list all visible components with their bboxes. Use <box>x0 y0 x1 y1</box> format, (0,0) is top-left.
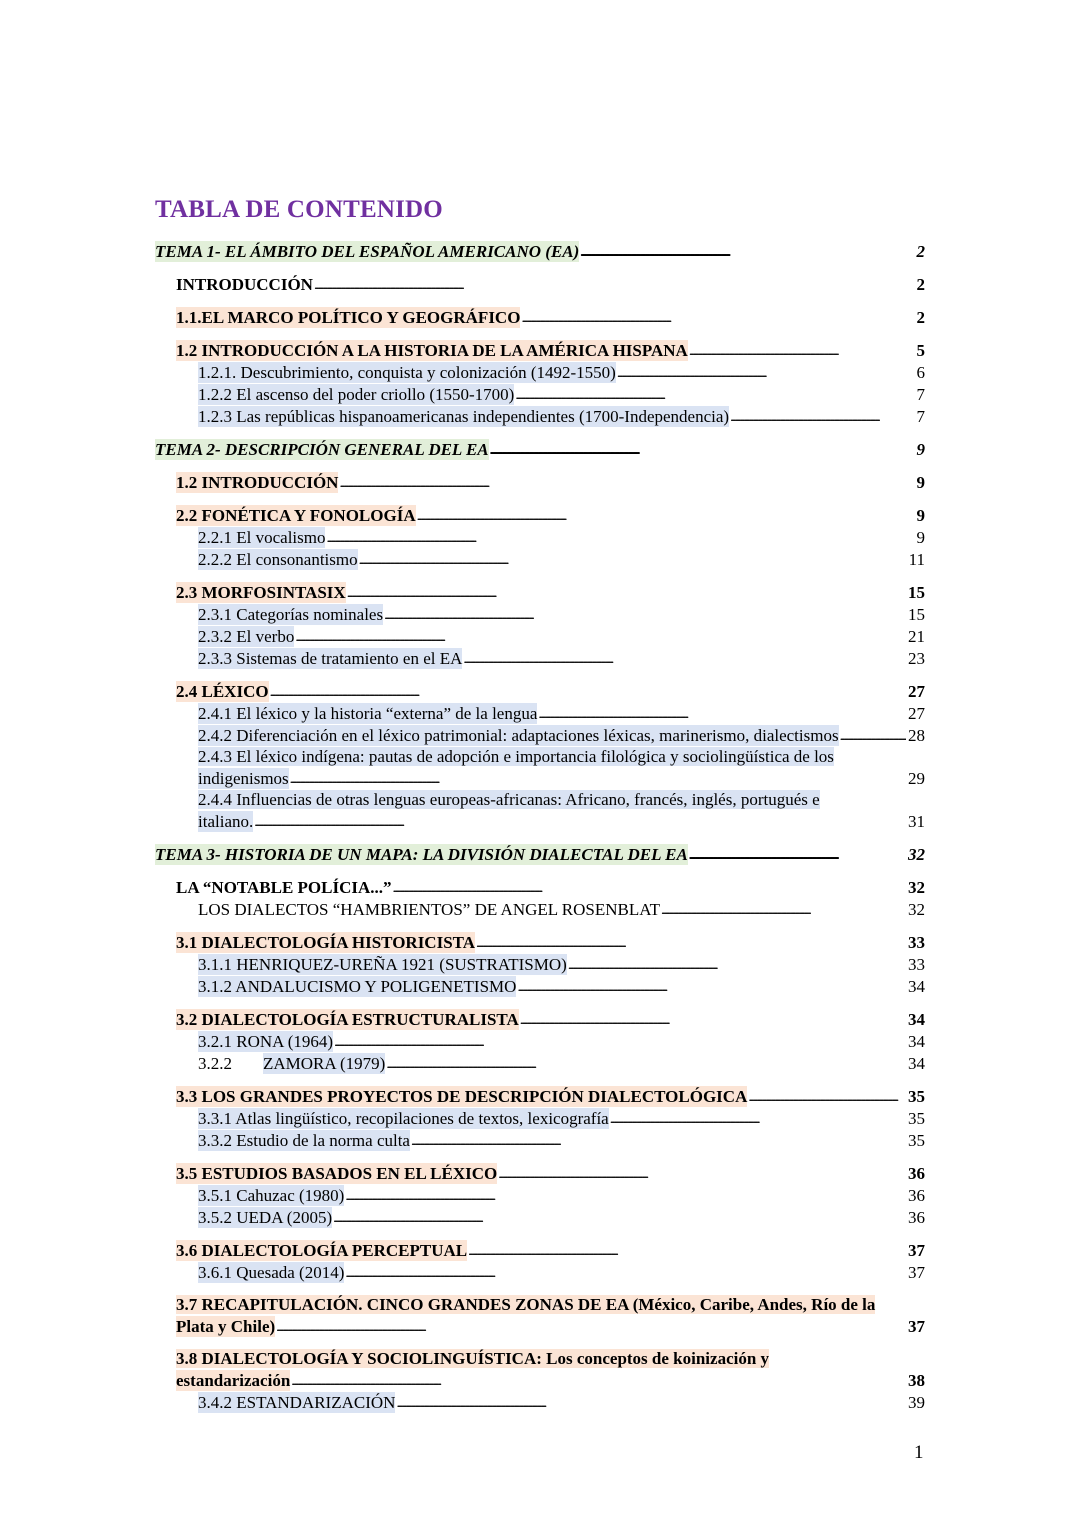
leader-dots <box>332 1206 906 1228</box>
leader-dots <box>514 383 914 405</box>
toc-label: 3.2.1 RONA (1964) <box>198 1032 334 1051</box>
toc-label: 3.3.2 Estudio de la norma culta <box>198 1131 410 1150</box>
leader-dots <box>344 1184 906 1206</box>
toc-label: 3.5.1 Cahuzac (1980) <box>198 1186 345 1205</box>
toc-page-number: 34 <box>908 977 925 996</box>
leader-dots <box>253 810 906 832</box>
toc-page-number: 33 <box>908 933 925 952</box>
toc-label-line1: 3.7 RECAPITULACIÓN. CINCO GRANDES ZONAS DE EA (México, Caribe, Andes, Río de la <box>176 1295 876 1314</box>
toc-page-number: 36 <box>908 1208 925 1227</box>
toc-entry-3-6-1[interactable] <box>198 1261 925 1283</box>
leader-dots <box>516 975 906 997</box>
toc-entry-1-2-1[interactable] <box>198 361 925 383</box>
toc-entry-3-2-2[interactable] <box>198 1052 925 1074</box>
toc-label-number: 3.2.2 <box>198 1054 232 1073</box>
toc-page-number: 33 <box>908 955 925 974</box>
leader-dots <box>338 471 914 493</box>
toc-label: LA “NOTABLE POLÍCIA...” <box>176 878 392 897</box>
leader-dots <box>519 1008 906 1030</box>
leader-dots <box>395 1391 906 1413</box>
toc-label: 2.3.1 Categorías nominales <box>198 605 384 624</box>
leader-dots <box>616 361 915 383</box>
toc-entry-2-2[interactable] <box>176 504 925 526</box>
toc-label: 3.2 DIALECTOLOGÍA ESTRUCTURALISTA <box>176 1010 519 1029</box>
leader-dots <box>294 625 906 647</box>
toc-entry-3-3-1[interactable] <box>198 1107 925 1129</box>
leader-dots <box>313 273 915 295</box>
toc-entry-3-1-1[interactable] <box>198 953 925 975</box>
toc-page-number: 9 <box>916 528 925 547</box>
toc-page-number: 34 <box>908 1054 925 1073</box>
toc-label: 3.3.1 Atlas lingüístico, recopilaciones de textos, lexicografía <box>198 1109 609 1128</box>
leader-dots <box>416 504 915 526</box>
toc-entry-2-intro[interactable] <box>176 471 925 493</box>
toc-label: 3.5 ESTUDIOS BASADOS EN EL LÉXICO <box>176 1164 498 1183</box>
leader-dots <box>537 702 906 724</box>
toc-entry-2-4-2[interactable] <box>198 724 925 746</box>
page-title: TABLA DE CONTENIDO <box>155 196 443 223</box>
toc-label: 1.2 INTRODUCCIÓN <box>176 473 339 492</box>
toc-label-line1: 3.8 DIALECTOLOGÍA Y SOCIOLINGUÍSTICA: Los conceptos de koinización y <box>176 1349 770 1368</box>
toc-page-number: 5 <box>916 341 925 360</box>
toc-label: 2.3.2 El verbo <box>198 627 295 646</box>
toc-page-number: 37 <box>908 1241 925 1260</box>
toc-entry-1-2-2[interactable] <box>198 383 925 405</box>
toc-page-number: 2 <box>916 308 925 327</box>
toc-entry-3-8[interactable] <box>176 1348 925 1391</box>
leader-dots <box>688 843 906 865</box>
toc-page-number: 27 <box>908 682 925 701</box>
toc-entry-3-3-2[interactable] <box>198 1129 925 1151</box>
leader-dots <box>410 1129 906 1151</box>
toc-page-number: 34 <box>908 1010 925 1029</box>
toc-label: 3.1.1 HENRIQUEZ-UREÑA 1921 (SUSTRATISMO) <box>198 955 567 974</box>
toc-entry-1-2[interactable] <box>176 339 925 361</box>
toc-page-number: 37 <box>908 1317 925 1336</box>
leader-dots <box>289 767 906 789</box>
toc-label: 3.1.2 ANDALUCISMO Y POLIGENETISMO <box>198 977 517 996</box>
toc-label: 2.2.2 El consonantismo <box>198 550 358 569</box>
toc-entry-3-7[interactable] <box>176 1294 925 1337</box>
toc-label: ZAMORA (1979) <box>263 1054 386 1073</box>
toc-page-number: 2 <box>916 242 925 261</box>
toc-page-number: 35 <box>908 1109 925 1128</box>
toc-label: 3.4.2 ESTANDARIZACIÓN <box>198 1393 396 1412</box>
toc-label: 2.4.2 Diferenciación en el léxico patrimonial: adaptaciones léxicas, marinerismo, dialectismos <box>198 726 839 745</box>
toc-page-number: 35 <box>908 1087 925 1106</box>
toc-page-number: 34 <box>908 1032 925 1051</box>
toc-entry-2-2-1[interactable] <box>198 526 925 548</box>
toc-entry-3-2[interactable] <box>176 1008 925 1030</box>
toc-label: 1.1.EL MARCO POLÍTICO Y GEOGRÁFICO <box>176 308 521 327</box>
toc-page-number: 23 <box>908 649 925 668</box>
toc-page-number: 36 <box>908 1164 925 1183</box>
toc-page-number: 6 <box>916 363 925 382</box>
toc-entry-2-3[interactable] <box>176 581 925 603</box>
toc-label: 1.2.1. Descubrimiento, conquista y colonización (1492-1550) <box>198 363 616 382</box>
toc-page-number: 36 <box>908 1186 925 1205</box>
leader-dots <box>462 647 906 669</box>
toc-page-number: 21 <box>908 627 925 646</box>
leader-dots <box>839 724 906 746</box>
leader-dots <box>660 898 906 920</box>
toc-label: LOS DIALECTOS “HAMBRIENTOS” DE ANGEL ROSENBLAT <box>198 900 660 919</box>
leader-dots <box>358 548 907 570</box>
toc-page-number: 28 <box>908 726 925 745</box>
leader-dots <box>344 1261 906 1283</box>
toc-page-number: 35 <box>908 1131 925 1150</box>
toc-label: TEMA 1- EL ÁMBITO DEL ESPAÑOL AMERICANO (EA) <box>155 242 580 261</box>
toc-entry-3-6[interactable] <box>176 1239 925 1261</box>
toc-entry-3-1-2[interactable] <box>198 975 925 997</box>
toc-label: TEMA 2- DESCRIPCIÓN GENERAL DEL EA <box>155 440 489 459</box>
toc-entry-2-4-4[interactable] <box>198 789 925 832</box>
toc-page-number: 37 <box>908 1263 925 1282</box>
leader-dots <box>346 581 906 603</box>
toc-entry-2-3-2[interactable] <box>198 625 925 647</box>
toc-label: 1.2.2 El ascenso del poder criollo (1550-1700) <box>198 385 515 404</box>
toc-entry-2-4-3[interactable] <box>198 746 925 789</box>
table-of-contents <box>155 240 925 1413</box>
leader-dots <box>567 953 906 975</box>
toc-page-number: 32 <box>908 845 925 864</box>
toc-entry-2-3-3[interactable] <box>198 647 925 669</box>
toc-entry-3-5-1[interactable] <box>198 1184 925 1206</box>
toc-page-number: 27 <box>908 704 925 723</box>
toc-entry-2-3-1[interactable] <box>198 603 925 625</box>
toc-entry-1-1[interactable] <box>176 306 925 328</box>
toc-entry-2-4[interactable] <box>176 680 925 702</box>
toc-page-number: 7 <box>916 407 925 426</box>
toc-entry-introduccion[interactable] <box>176 273 925 295</box>
toc-label: INTRODUCCIÓN <box>176 275 313 294</box>
toc-page-number: 15 <box>908 583 925 602</box>
toc-entry-3-5[interactable] <box>176 1162 925 1184</box>
toc-label: 2.2.1 El vocalismo <box>198 528 326 547</box>
toc-label: 2.2 FONÉTICA Y FONOLOGÍA <box>176 506 416 525</box>
toc-page-number: 31 <box>908 812 925 831</box>
page-number: 1 <box>914 1442 924 1463</box>
toc-label: 3.1 DIALECTOLOGÍA HISTORICISTA <box>176 933 476 952</box>
toc-page-number: 9 <box>916 506 925 525</box>
toc-page-number: 29 <box>908 769 925 788</box>
leader-dots <box>333 1030 906 1052</box>
leader-dots <box>392 876 906 898</box>
toc-label: 3.6.1 Quesada (2014) <box>198 1263 345 1282</box>
toc-page-number: 2 <box>916 275 925 294</box>
toc-label: 3.5.2 UEDA (2005) <box>198 1208 333 1227</box>
toc-label-line2: Plata y Chile) <box>176 1317 276 1336</box>
leader-dots <box>275 1315 906 1337</box>
toc-page-number: 32 <box>908 900 925 919</box>
leader-dots <box>383 603 906 625</box>
toc-page-number: 32 <box>908 878 925 897</box>
toc-label-line2: estandarización <box>176 1371 291 1390</box>
leader-dots <box>269 680 906 702</box>
toc-label-line1: 2.4.3 El léxico indígena: pautas de adopción e importancia filológica y sociolingüística de los <box>198 747 834 766</box>
toc-entry-1-2-3[interactable] <box>198 405 925 427</box>
toc-label: 2.3.3 Sistemas de tratamiento en el EA <box>198 649 463 668</box>
toc-page-number: 11 <box>908 550 925 569</box>
leader-dots <box>290 1369 906 1391</box>
toc-label: 1.2 INTRODUCCIÓN A LA HISTORIA DE LA AMÉRICA HISPANA <box>176 341 688 360</box>
toc-label: 2.3 MORFOSINTASIX <box>176 583 346 602</box>
toc-entry-notable-policia[interactable] <box>176 876 925 898</box>
leader-dots <box>579 240 914 262</box>
leader-dots <box>520 306 914 328</box>
toc-page-number: 9 <box>916 473 925 492</box>
leader-dots <box>609 1107 906 1129</box>
toc-page-number: 9 <box>916 440 925 459</box>
toc-label-line1: 2.4.4 Influencias de otras lenguas europeas-africanas: Africano, francés, inglés, portugués e <box>198 790 820 809</box>
leader-dots <box>497 1162 906 1184</box>
toc-label: 1.2.3 Las repúblicas hispanoamericanas independientes (1700-Independencia) <box>198 407 730 426</box>
toc-entry-3-2-1[interactable] <box>198 1030 925 1052</box>
toc-entry-3-3[interactable] <box>176 1085 925 1107</box>
toc-entry-2-4-1[interactable] <box>198 702 925 724</box>
toc-label: TEMA 3- HISTORIA DE UN MAPA: LA DIVISIÓN DIALECTAL DEL EA <box>155 845 688 864</box>
leader-dots <box>489 438 915 460</box>
toc-label-line2: italiano. <box>198 812 254 831</box>
toc-entry-tema-1[interactable] <box>155 240 925 262</box>
leader-dots <box>688 339 915 361</box>
toc-page-number: 38 <box>908 1371 925 1390</box>
leader-dots <box>747 1085 906 1107</box>
toc-entry-tema-2[interactable] <box>155 438 925 460</box>
leader-dots <box>385 1052 906 1074</box>
toc-entry-3-4-2[interactable] <box>198 1391 925 1413</box>
toc-entry-tema-3[interactable] <box>155 843 925 865</box>
toc-page-number: 39 <box>908 1393 925 1412</box>
toc-label-line2: indigenismos <box>198 769 289 788</box>
toc-label: 2.4.1 El léxico y la historia “externa” de la lengua <box>198 704 538 723</box>
toc-label: 3.3 LOS GRANDES PROYECTOS DE DESCRIPCIÓN DIALECTOLÓGICA <box>176 1087 748 1106</box>
leader-dots <box>729 405 914 427</box>
toc-entry-2-2-2[interactable] <box>198 548 925 570</box>
leader-dots <box>475 931 906 953</box>
toc-label: 3.6 DIALECTOLOGÍA PERCEPTUAL <box>176 1241 468 1260</box>
leader-dots <box>467 1239 906 1261</box>
leader-dots <box>325 526 914 548</box>
toc-page-number: 7 <box>916 385 925 404</box>
toc-entry-dialectos-hambrientos[interactable] <box>198 898 925 920</box>
toc-label: 2.4 LÉXICO <box>176 682 269 701</box>
toc-page-number: 15 <box>908 605 925 624</box>
toc-entry-3-1[interactable] <box>176 931 925 953</box>
toc-entry-3-5-2[interactable] <box>198 1206 925 1228</box>
